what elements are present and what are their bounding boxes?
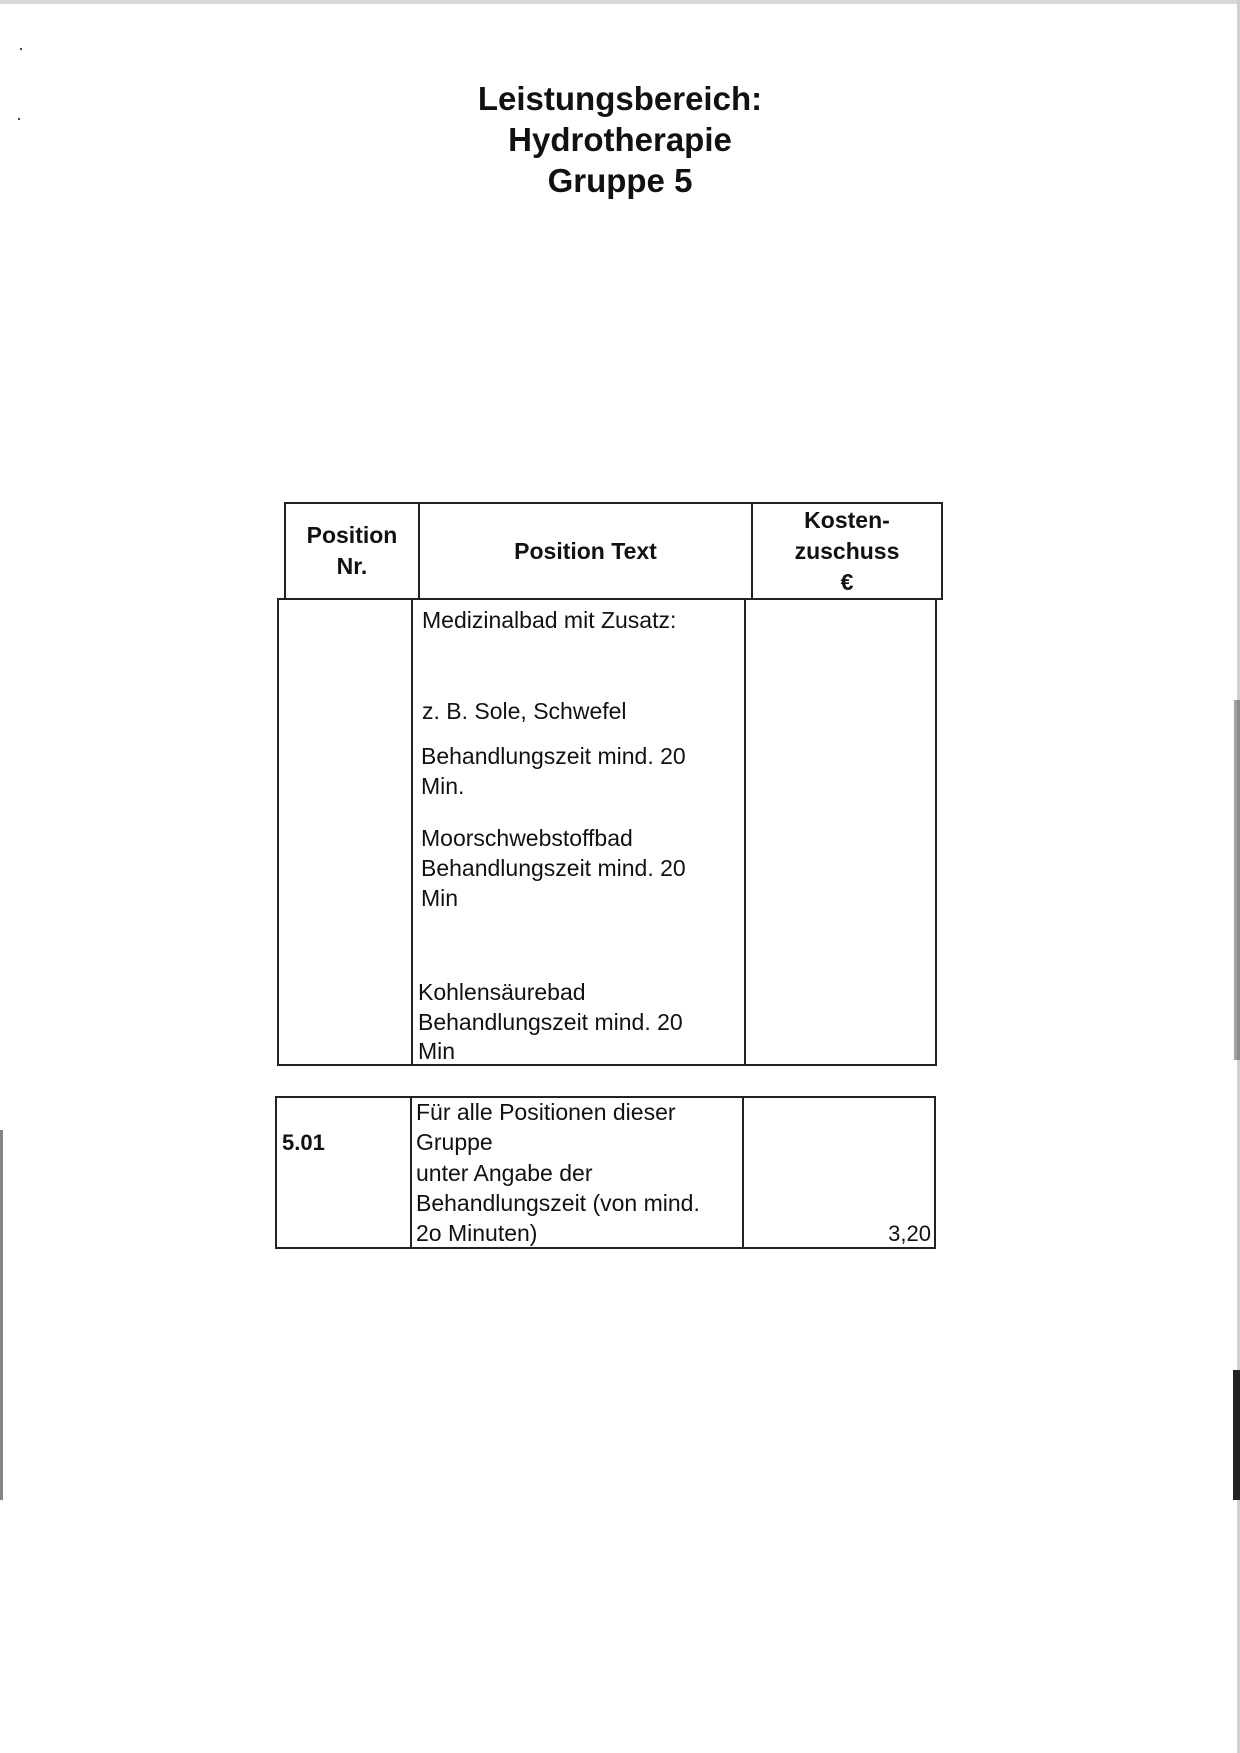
column-divider bbox=[410, 1098, 412, 1247]
body-item3-line3: Min bbox=[418, 1038, 456, 1064]
page-title bbox=[0, 78, 1240, 201]
body-item2-line2: Behandlungszeit mind. 20 bbox=[421, 855, 686, 881]
header-kosten-line2: zuschuss bbox=[794, 537, 900, 564]
body-example: z. B. Sole, Schwefel bbox=[422, 698, 627, 724]
header-position-text bbox=[420, 504, 751, 598]
row-text-line3: unter Angabe der bbox=[416, 1160, 593, 1186]
header-position-nr-line2: Nr. bbox=[336, 553, 368, 579]
title-line-3: Gruppe 5 bbox=[547, 162, 693, 199]
table-header bbox=[284, 502, 943, 600]
scan-edge-top bbox=[0, 0, 1240, 4]
body-item2-line3: Min bbox=[421, 885, 459, 911]
header-kosten-line1: Kosten- bbox=[804, 506, 890, 533]
scan-speck bbox=[20, 48, 22, 50]
scan-artifact bbox=[0, 1130, 3, 1500]
scan-artifact bbox=[1233, 1370, 1240, 1500]
body-item1-line1: Behandlungszeit mind. 20 bbox=[421, 743, 686, 769]
title-line-2: Hydrotherapie bbox=[508, 121, 732, 158]
column-divider bbox=[411, 600, 413, 1064]
header-position-nr bbox=[286, 504, 418, 598]
scan-artifact bbox=[1234, 700, 1240, 1060]
body-intro: Medizinalbad mit Zusatz: bbox=[422, 607, 677, 633]
column-divider bbox=[744, 600, 746, 1064]
row-text-line4: Behandlungszeit (von mind. bbox=[416, 1190, 700, 1216]
header-kosten-line3: € bbox=[840, 568, 854, 595]
title-line-1: Leistungsbereich: bbox=[477, 80, 763, 117]
body-item3-line2: Behandlungszeit mind. 20 bbox=[418, 1009, 683, 1035]
table-row bbox=[275, 1096, 936, 1249]
body-item2-line1: Moorschwebstoffbad bbox=[421, 825, 633, 851]
header-position-text-label: Position Text bbox=[514, 537, 657, 564]
body-item3-line1: Kohlensäurebad bbox=[418, 979, 586, 1005]
row-position-nr: 5.01 bbox=[282, 1130, 325, 1155]
body-item1-line2: Min. bbox=[421, 773, 465, 799]
header-kostenzuschuss bbox=[753, 504, 941, 598]
row-text-line1: Für alle Positionen dieser bbox=[416, 1099, 676, 1125]
row-text-line5: 2o Minuten) bbox=[416, 1220, 538, 1246]
table-body bbox=[277, 598, 937, 1066]
header-position-nr-line1: Position bbox=[306, 522, 398, 548]
column-divider bbox=[742, 1098, 744, 1247]
row-amount: 3,20 bbox=[888, 1221, 931, 1246]
row-text-line2: Gruppe bbox=[416, 1129, 493, 1155]
